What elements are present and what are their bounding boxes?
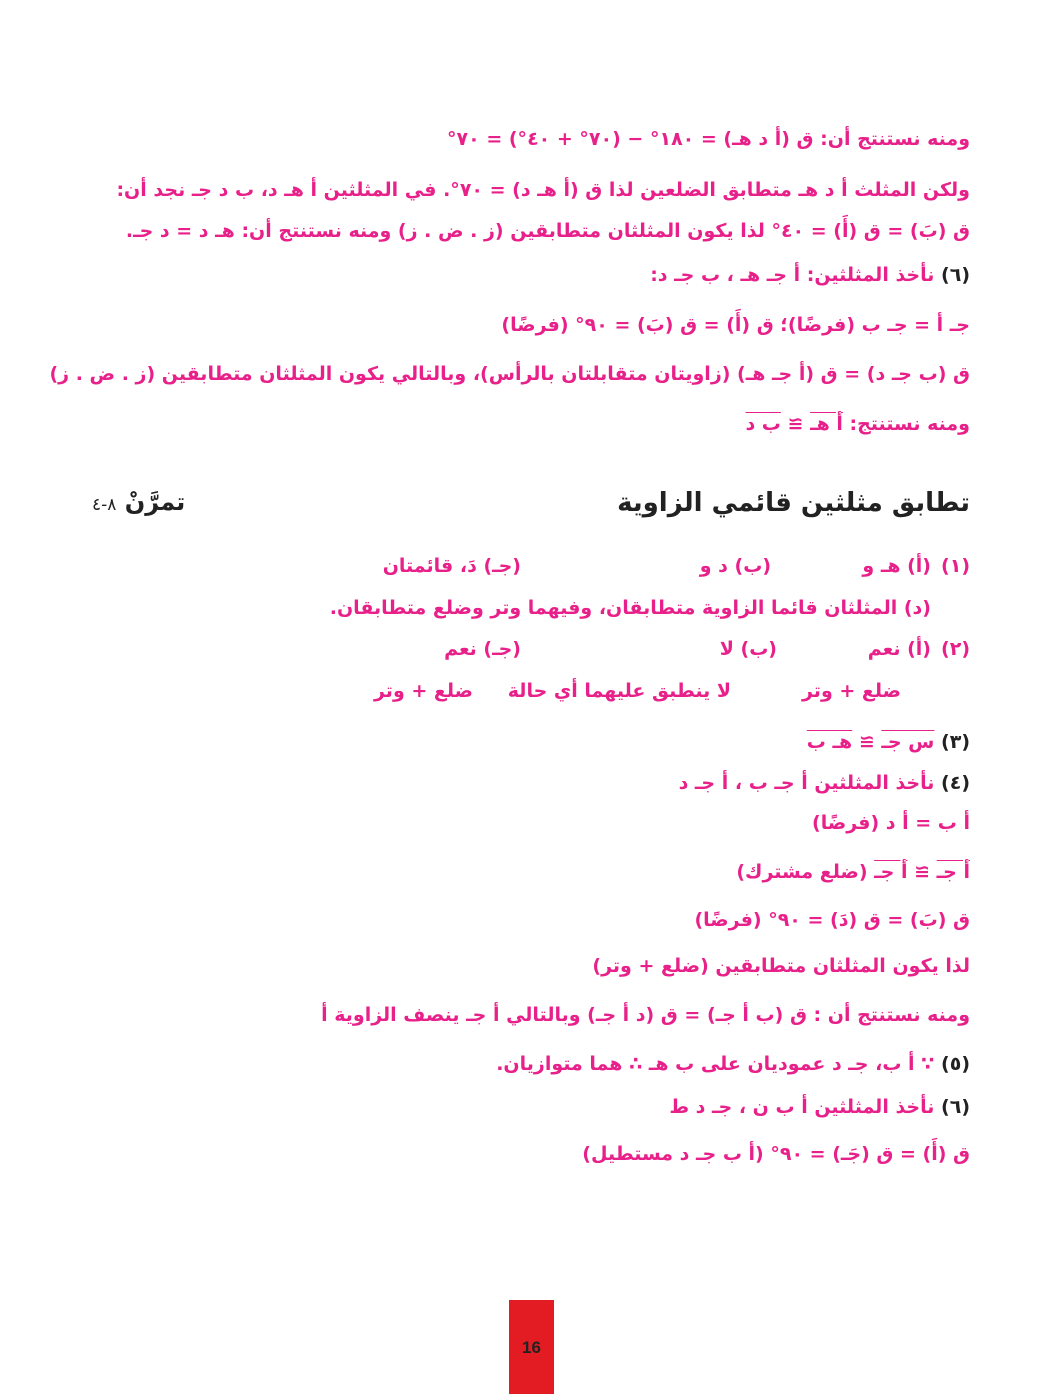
- q4-line-1: [90, 768, 970, 798]
- q2-answer-c: (جـ) نعم: [444, 638, 521, 660]
- q3-line: [90, 727, 970, 757]
- q5-text: ∵ أ ب، جـ د عموديان على ب هـ ∴ هما متوازيان.: [496, 1053, 935, 1075]
- common-side-note: (ضلع مشترك): [736, 861, 868, 883]
- q2-answer-a: (أ) نعم: [867, 638, 931, 660]
- line-isosceles: ولكن المثلث أ د هـ متطابق الضلعين لذا ق (أ هـ د) = ٧٠°. في المثلثين أ هـ د، ب د جـ نجد أن:: [116, 179, 970, 201]
- q4-text: نأخذ المثلثين أ جـ ب ، أ جـ د: [678, 772, 935, 794]
- q2-reason-c: ضلع + وتر: [373, 680, 473, 702]
- segment-hb: هـ ب: [806, 731, 853, 753]
- q4-number: (٤): [941, 772, 970, 794]
- congruent-symbol: ≅: [787, 413, 804, 435]
- line-take-triangles: [90, 260, 970, 290]
- q4-line-4: ق (بَ) = ق (دَ) = ٩٠° (فرضًا): [694, 909, 970, 931]
- q1-answer-b: (ب) د و: [699, 555, 771, 577]
- q3-number: (٣): [941, 731, 970, 753]
- q2-reason-b: لا ينطبق عليهما أي حالة: [507, 680, 731, 702]
- segment-aj-1: أ جـ: [936, 861, 970, 883]
- page-tab: [509, 1300, 554, 1394]
- q5-line: [90, 1049, 970, 1079]
- q4-line-3: [90, 857, 970, 887]
- segment-sj: س جـ: [881, 731, 935, 753]
- q4-line-6: ومنه نستنتج أن : ق (ب أ جـ) = ق (د أ جـ) وبالتالي أ جـ ينصف الزاوية أ: [321, 1004, 970, 1026]
- section-title: تطابق مثلثين قائمي الزاوية: [617, 488, 970, 518]
- segment-aj-2: أ جـ: [874, 861, 908, 883]
- item-number: (٦): [941, 264, 970, 286]
- q2-number: (٢): [941, 638, 970, 660]
- q1-answer-a: (أ) هـ و: [862, 555, 931, 577]
- q4-line-5: لذا يكون المثلثان متطابقين (ضلع + وتر): [592, 955, 970, 977]
- segment-bd: ب د: [745, 413, 781, 435]
- q6-line-1: [90, 1092, 970, 1122]
- line-vertical-angles: ق (ب جـ د) = ق (أ جـ هـ) (زاويتان متقابلتان بالرأس)، وبالتالي يكون المثلثان متطابقين (ز . ض . ز): [49, 363, 970, 385]
- congruent-symbol: ≅: [914, 861, 931, 883]
- item-text: نأخذ المثلثين: أ جـ هـ ، ب جـ د:: [650, 264, 935, 286]
- line-angle-calc: ومنه نستنتج أن: ق (أ د هـ) = ١٨٠° − (٧٠° + ٤٠°) = ٧٠°: [447, 128, 970, 150]
- q1-answer-d: (د) المثلثان قائما الزاوية متطابقان، وفيهما وتر وضلع متطابقان.: [329, 597, 931, 619]
- q6-line-2: ق (أَ) = ق (جَـ) = ٩٠° (أ ب جـ د مستطيل): [582, 1143, 970, 1165]
- q1-number: (١): [941, 555, 970, 577]
- page-number: 16: [522, 1338, 541, 1357]
- q2-reason-a: ضلع + وتر: [801, 680, 901, 702]
- line-conclusion: [90, 409, 970, 439]
- exercise-word: تمرَّنْ: [124, 488, 186, 516]
- segment-ah: أ هـ: [810, 413, 843, 435]
- line-congruent-asa: ق (بَ) = ق (أَ) = ٤٠° لذا يكون المثلثان متطابقين (ز . ض . ز) ومنه نستنتج أن: هـ د = د جـ.: [125, 220, 970, 242]
- line-given: جـ أ = جـ ب (فرضًا)؛ ق (أَ) = ق (بَ) = ٩٠° (فرضًا): [501, 314, 970, 336]
- exercise-label: [92, 488, 185, 516]
- conclusion-prefix: ومنه نستنتج:: [849, 413, 970, 435]
- q1-answer-c: (جـ) دَ، قائمتان: [382, 555, 521, 577]
- q6-number: (٦): [941, 1096, 970, 1118]
- congruent-symbol: ≅: [858, 731, 875, 753]
- q4-line-2: أ ب = أ د (فرضًا): [812, 812, 970, 834]
- q5-number: (٥): [941, 1053, 970, 1075]
- exercise-number: ٨-٤: [92, 495, 117, 515]
- q6-text: نأخذ المثلثين أ ب ن ، جـ د ط: [669, 1096, 935, 1118]
- q2-answer-b: (ب) لا: [719, 638, 777, 660]
